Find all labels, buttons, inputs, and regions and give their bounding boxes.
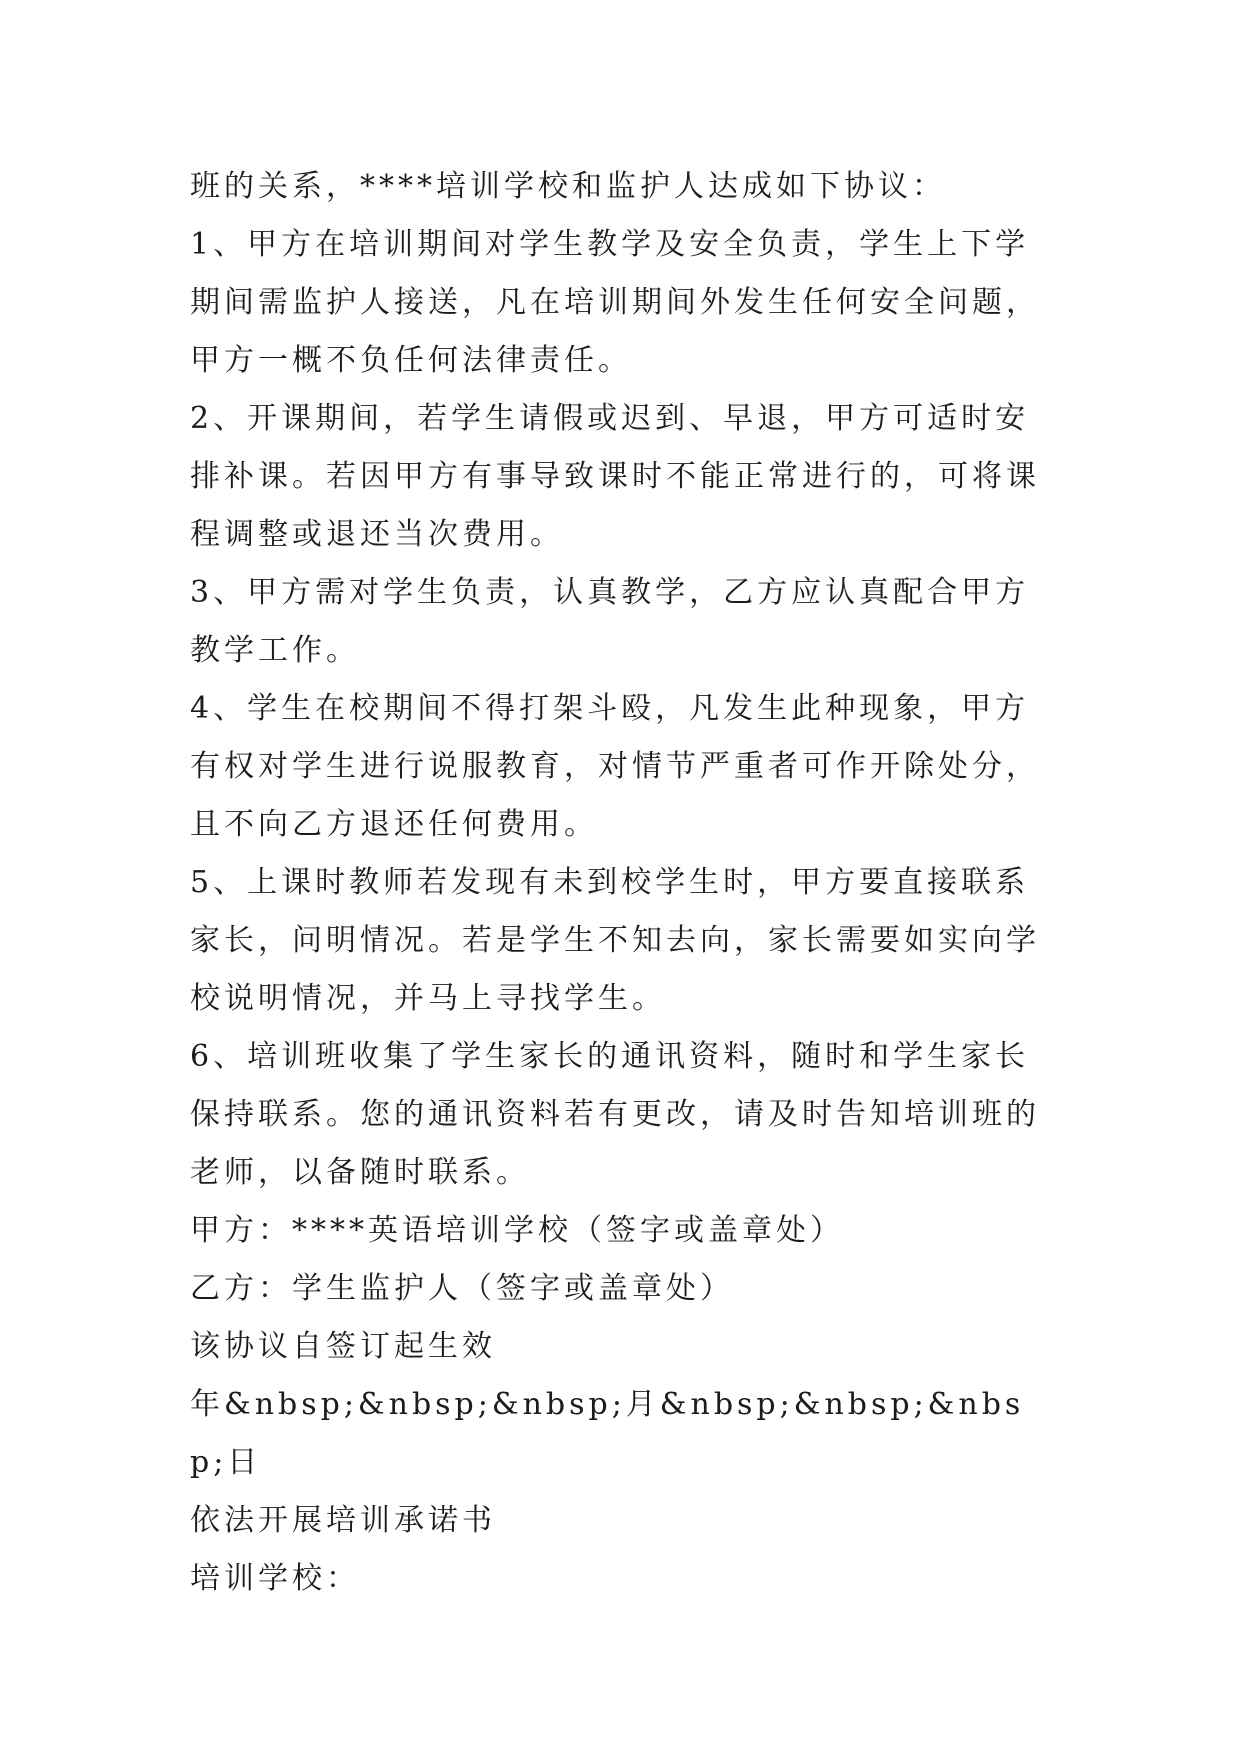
- party-b-signature-line: 乙方：学生监护人（签字或盖章处）: [190, 1271, 734, 1306]
- date-line: 年&nbsp;&nbsp;&nbsp;月&nbsp;&nbsp;&nbsp;日: [190, 1387, 1025, 1480]
- agreement-intro-line: 班的关系，****培训学校和监护人达成如下协议：: [190, 169, 946, 204]
- clause-2: 2、开课期间，若学生请假或迟到、早退，甲方可适时安排补课。若因甲方有事导致课时不能正常进行的，可将课程调整或退还当次费用。: [190, 401, 1040, 552]
- clause-4: 4、学生在校期间不得打架斗殴，凡发生此种现象，甲方有权对学生进行说服教育，对情节严重者可作开除处分，且不向乙方退还任何费用。: [190, 691, 1040, 842]
- document-body: [190, 158, 1050, 1608]
- school-label: 培训学校：: [190, 1561, 360, 1596]
- clause-3: 3、甲方需对学生负责，认真教学，乙方应认真配合甲方教学工作。: [190, 575, 1030, 668]
- clause-6: 6、培训班收集了学生家长的通讯资料，随时和学生家长保持联系。您的通讯资料若有更改，请及时告知培训班的老师，以备随时联系。: [190, 1039, 1040, 1190]
- clause-1: 1、甲方在培训期间对学生教学及安全负责，学生上下学期间需监护人接送，凡在培训期间外发生任何安全问题，甲方一概不负任何法律责任。: [190, 227, 1040, 378]
- clause-5: 5、上课时教师若发现有未到校学生时，甲方要直接联系家长，问明情况。若是学生不知去向，家长需要如实向学校说明情况，并马上寻找学生。: [190, 865, 1040, 1016]
- party-a-signature-line: 甲方：****英语培训学校（签字或盖章处）: [190, 1213, 844, 1248]
- effective-clause: 该协议自签订起生效: [190, 1329, 496, 1364]
- section-title: 依法开展培训承诺书: [190, 1503, 496, 1538]
